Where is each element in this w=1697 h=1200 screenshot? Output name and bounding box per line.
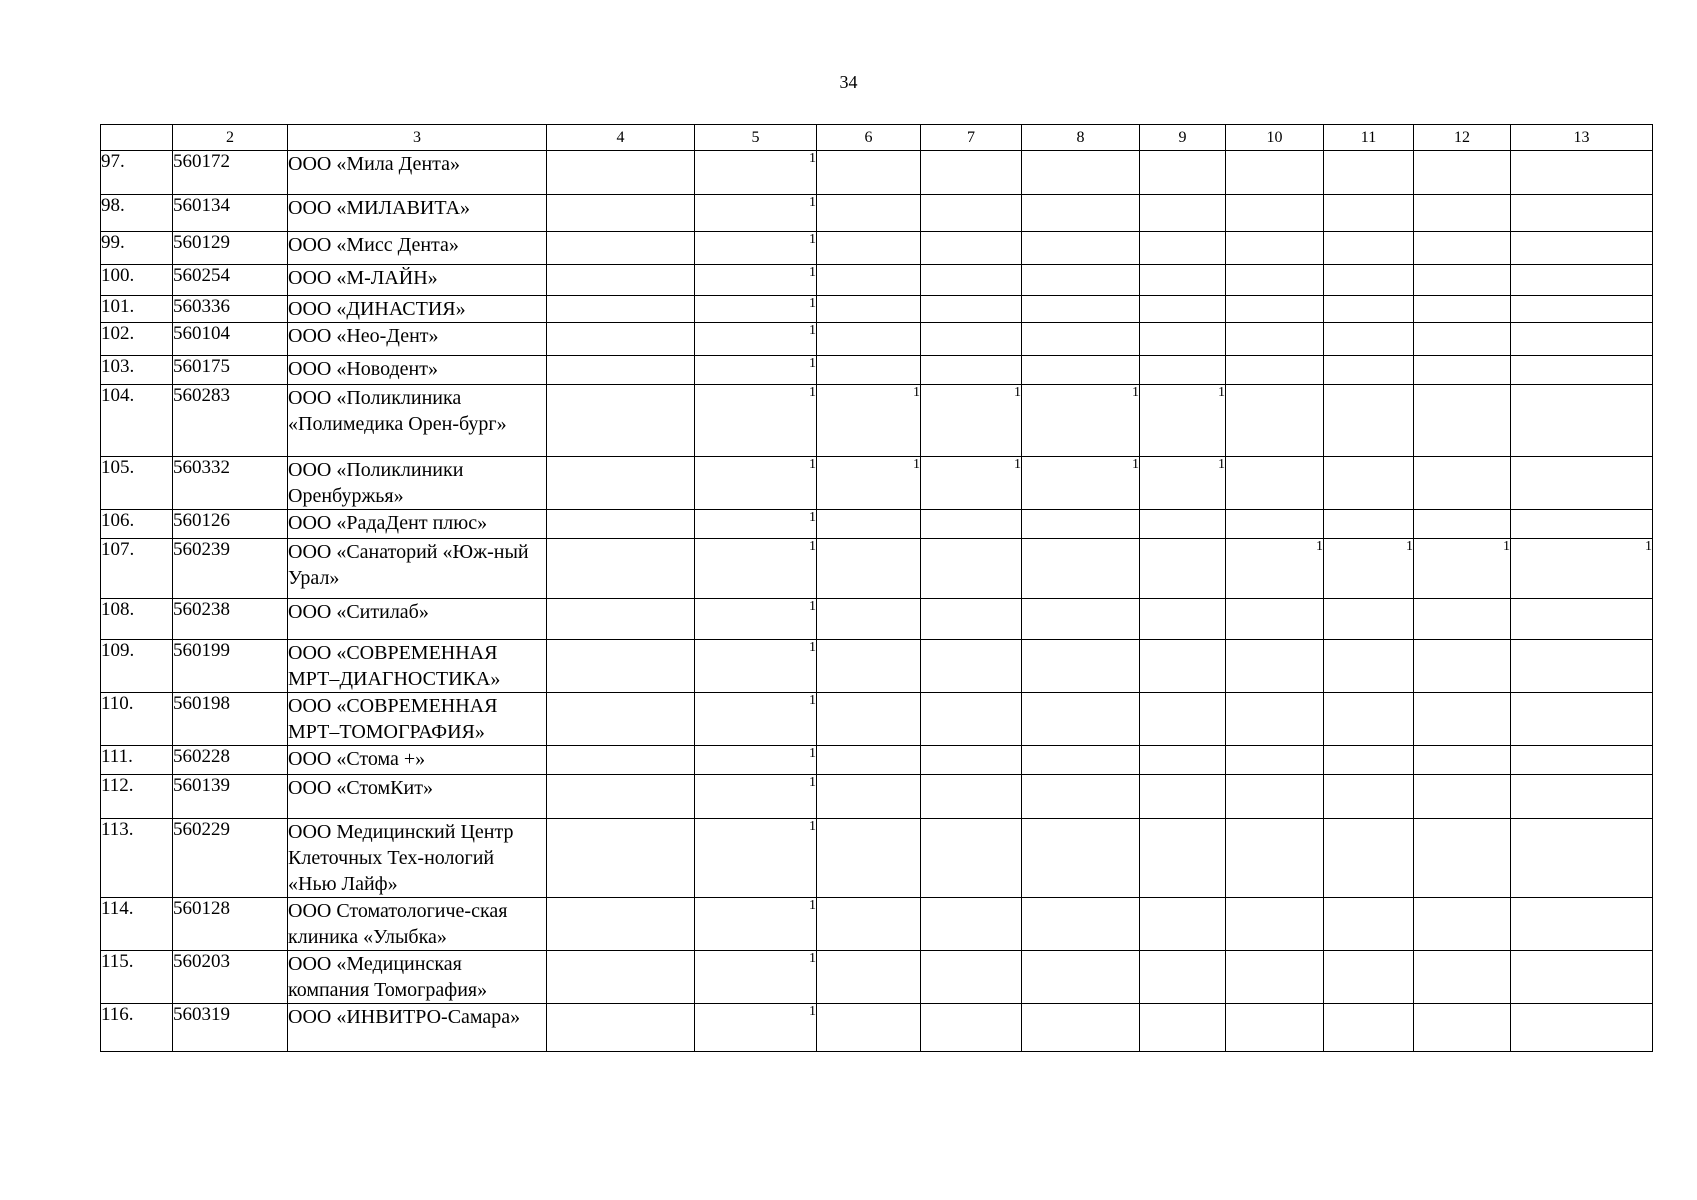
org-code: 560319 [173,1004,288,1052]
cell-c5: 1 [695,693,817,746]
cell-c13 [1511,296,1653,323]
org-code: 560283 [173,385,288,457]
cell-c11 [1324,1004,1414,1052]
cell-c10 [1226,819,1324,898]
cell-c9: 1 [1140,457,1226,510]
row-number: 112. [101,775,173,819]
table-row [101,599,1653,640]
table-row [101,457,1653,510]
org-code: 560336 [173,296,288,323]
cell-c6 [817,1004,921,1052]
cell-c4 [547,232,695,265]
row-number: 113. [101,819,173,898]
column-header-2: 2 [173,125,288,151]
cell-c9 [1140,951,1226,1004]
cell-c9 [1140,195,1226,232]
org-name: ООО «Стома +» [288,746,547,775]
cell-c13 [1511,819,1653,898]
cell-c8 [1022,746,1140,775]
cell-c11 [1324,898,1414,951]
org-name: ООО Стоматологиче-ская клиника «Улыбка» [288,898,547,951]
cell-c11 [1324,640,1414,693]
cell-c11 [1324,599,1414,640]
cell-c7 [921,640,1022,693]
org-code: 560175 [173,356,288,385]
cell-c8 [1022,819,1140,898]
table-row [101,296,1653,323]
org-name: ООО «ДИНАСТИЯ» [288,296,547,323]
cell-c5: 1 [695,539,817,599]
cell-c12 [1414,693,1511,746]
cell-c5: 1 [695,640,817,693]
cell-c5: 1 [695,510,817,539]
cell-c13 [1511,195,1653,232]
column-header-5: 5 [695,125,817,151]
cell-c6 [817,510,921,539]
org-code: 560332 [173,457,288,510]
org-code: 560172 [173,151,288,195]
cell-c8 [1022,296,1140,323]
cell-c6 [817,898,921,951]
column-header-3: 3 [288,125,547,151]
cell-c5: 1 [695,898,817,951]
cell-c7: 1 [921,457,1022,510]
cell-c10: 1 [1226,539,1324,599]
cell-c7 [921,151,1022,195]
org-code: 560254 [173,265,288,296]
cell-c10 [1226,356,1324,385]
cell-c4 [547,323,695,356]
row-number: 103. [101,356,173,385]
cell-c13 [1511,599,1653,640]
column-number-row [101,125,1653,151]
table-row [101,693,1653,746]
org-code: 560128 [173,898,288,951]
cell-c6: 1 [817,385,921,457]
cell-c5: 1 [695,151,817,195]
cell-c13 [1511,898,1653,951]
column-header-12: 12 [1414,125,1511,151]
cell-c4 [547,195,695,232]
cell-c12 [1414,232,1511,265]
cell-c11 [1324,356,1414,385]
cell-c10 [1226,1004,1324,1052]
cell-c9 [1140,693,1226,746]
cell-c4 [547,951,695,1004]
cell-c13 [1511,385,1653,457]
cell-c6 [817,323,921,356]
cell-c7 [921,356,1022,385]
row-number: 98. [101,195,173,232]
cell-c8 [1022,195,1140,232]
cell-c9 [1140,151,1226,195]
table-row [101,775,1653,819]
cell-c5: 1 [695,385,817,457]
org-code: 560199 [173,640,288,693]
cell-c10 [1226,510,1324,539]
cell-c4 [547,898,695,951]
cell-c4 [547,151,695,195]
cell-c13 [1511,356,1653,385]
row-number: 105. [101,457,173,510]
register-table [100,124,1653,1052]
cell-c10 [1226,323,1324,356]
cell-c9 [1140,296,1226,323]
cell-c6 [817,296,921,323]
cell-c6 [817,693,921,746]
column-header-11: 11 [1324,125,1414,151]
table-row [101,195,1653,232]
cell-c11 [1324,151,1414,195]
cell-c11 [1324,510,1414,539]
cell-c4 [547,510,695,539]
org-name: ООО «ИНВИТРО-Самара» [288,1004,547,1052]
org-name: ООО «Санаторий «Юж-ный Урал» [288,539,547,599]
org-code: 560134 [173,195,288,232]
org-name: ООО «МИЛАВИТА» [288,195,547,232]
cell-c13 [1511,1004,1653,1052]
cell-c11: 1 [1324,539,1414,599]
cell-c11 [1324,457,1414,510]
cell-c13 [1511,265,1653,296]
cell-c7 [921,898,1022,951]
cell-c13 [1511,510,1653,539]
cell-c11 [1324,232,1414,265]
cell-c10 [1226,151,1324,195]
cell-c10 [1226,775,1324,819]
cell-c10 [1226,296,1324,323]
cell-c10 [1226,746,1324,775]
cell-c8 [1022,356,1140,385]
row-number: 111. [101,746,173,775]
cell-c12 [1414,746,1511,775]
cell-c12 [1414,323,1511,356]
row-number: 114. [101,898,173,951]
org-code: 560203 [173,951,288,1004]
cell-c5: 1 [695,746,817,775]
cell-c6 [817,640,921,693]
cell-c12 [1414,195,1511,232]
cell-c5: 1 [695,951,817,1004]
org-name: ООО «Медицинская компания Томография» [288,951,547,1004]
table-row [101,323,1653,356]
column-header-6: 6 [817,125,921,151]
cell-c13 [1511,457,1653,510]
table-row [101,385,1653,457]
cell-c5: 1 [695,1004,817,1052]
cell-c8: 1 [1022,457,1140,510]
cell-c7 [921,539,1022,599]
table-row [101,539,1653,599]
table-row [101,819,1653,898]
cell-c8 [1022,151,1140,195]
row-number: 109. [101,640,173,693]
cell-c7 [921,746,1022,775]
org-code: 560126 [173,510,288,539]
cell-c7 [921,510,1022,539]
cell-c8 [1022,510,1140,539]
cell-c8 [1022,898,1140,951]
cell-c5: 1 [695,457,817,510]
cell-c7 [921,775,1022,819]
page-number: 34 [839,72,858,92]
org-name: ООО «Мила Дента» [288,151,547,195]
row-number: 101. [101,296,173,323]
cell-c8 [1022,323,1140,356]
cell-c12 [1414,265,1511,296]
cell-c5: 1 [695,775,817,819]
cell-c6 [817,539,921,599]
cell-c10 [1226,232,1324,265]
cell-c8 [1022,1004,1140,1052]
org-code: 560229 [173,819,288,898]
cell-c6 [817,819,921,898]
cell-c5: 1 [695,323,817,356]
cell-c7 [921,195,1022,232]
row-number: 106. [101,510,173,539]
cell-c10 [1226,693,1324,746]
cell-c4 [547,599,695,640]
cell-c11 [1324,296,1414,323]
row-number: 110. [101,693,173,746]
org-name: ООО «М-ЛАЙН» [288,265,547,296]
cell-c8 [1022,951,1140,1004]
cell-c4 [547,296,695,323]
cell-c4 [547,356,695,385]
cell-c12: 1 [1414,539,1511,599]
cell-c7 [921,1004,1022,1052]
cell-c10 [1226,640,1324,693]
cell-c9 [1140,898,1226,951]
table-row [101,232,1653,265]
org-name: ООО «СтомКит» [288,775,547,819]
cell-c6 [817,356,921,385]
cell-c8: 1 [1022,385,1140,457]
row-number: 100. [101,265,173,296]
cell-c13 [1511,693,1653,746]
org-code: 560139 [173,775,288,819]
row-number: 108. [101,599,173,640]
cell-c7 [921,265,1022,296]
cell-c10 [1226,599,1324,640]
cell-c13 [1511,151,1653,195]
org-code: 560198 [173,693,288,746]
cell-c13: 1 [1511,539,1653,599]
cell-c5: 1 [695,296,817,323]
cell-c11 [1324,195,1414,232]
cell-c12 [1414,151,1511,195]
cell-c9 [1140,265,1226,296]
cell-c12 [1414,640,1511,693]
table-row [101,151,1653,195]
cell-c6 [817,151,921,195]
org-name: ООО «СОВРЕМЕННАЯ МРТ–ТОМОГРАФИЯ» [288,693,547,746]
table-row [101,1004,1653,1052]
cell-c13 [1511,775,1653,819]
cell-c11 [1324,265,1414,296]
cell-c7 [921,819,1022,898]
cell-c8 [1022,640,1140,693]
cell-c6 [817,195,921,232]
cell-c13 [1511,951,1653,1004]
cell-c9 [1140,232,1226,265]
cell-c6 [817,265,921,296]
cell-c8 [1022,775,1140,819]
cell-c5: 1 [695,265,817,296]
cell-c10 [1226,457,1324,510]
cell-c9 [1140,510,1226,539]
cell-c13 [1511,746,1653,775]
cell-c9 [1140,819,1226,898]
row-number: 115. [101,951,173,1004]
org-name: ООО «Ситилаб» [288,599,547,640]
cell-c10 [1226,195,1324,232]
column-header-10: 10 [1226,125,1324,151]
cell-c12 [1414,819,1511,898]
cell-c13 [1511,232,1653,265]
row-number: 116. [101,1004,173,1052]
cell-c11 [1324,385,1414,457]
org-name: ООО «Нео-Дент» [288,323,547,356]
org-name: ООО «Поликлиники Оренбуржья» [288,457,547,510]
cell-c9 [1140,746,1226,775]
cell-c10 [1226,951,1324,1004]
cell-c5: 1 [695,356,817,385]
org-name: ООО «СОВРЕМЕННАЯ МРТ–ДИАГНОСТИКА» [288,640,547,693]
cell-c10 [1226,385,1324,457]
cell-c12 [1414,898,1511,951]
row-number: 107. [101,539,173,599]
cell-c6 [817,746,921,775]
row-number: 104. [101,385,173,457]
cell-c5: 1 [695,232,817,265]
row-number: 99. [101,232,173,265]
cell-c6: 1 [817,457,921,510]
cell-c4 [547,746,695,775]
cell-c9 [1140,775,1226,819]
cell-c7 [921,693,1022,746]
cell-c11 [1324,951,1414,1004]
table-row [101,510,1653,539]
org-code: 560104 [173,323,288,356]
table-row [101,265,1653,296]
column-header-1 [101,125,173,151]
cell-c12 [1414,296,1511,323]
org-code: 560228 [173,746,288,775]
cell-c4 [547,385,695,457]
table-row [101,951,1653,1004]
table-row [101,898,1653,951]
cell-c7 [921,296,1022,323]
cell-c4 [547,819,695,898]
cell-c7 [921,599,1022,640]
cell-c6 [817,775,921,819]
cell-c9 [1140,539,1226,599]
cell-c9 [1140,640,1226,693]
cell-c11 [1324,693,1414,746]
cell-c10 [1226,898,1324,951]
org-code: 560239 [173,539,288,599]
cell-c8 [1022,539,1140,599]
org-code: 560238 [173,599,288,640]
org-code: 560129 [173,232,288,265]
cell-c8 [1022,599,1140,640]
cell-c12 [1414,356,1511,385]
cell-c12 [1414,510,1511,539]
org-name: ООО «РадаДент плюс» [288,510,547,539]
cell-c4 [547,775,695,819]
column-header-7: 7 [921,125,1022,151]
cell-c8 [1022,232,1140,265]
cell-c12 [1414,1004,1511,1052]
row-number: 102. [101,323,173,356]
cell-c4 [547,265,695,296]
row-number: 97. [101,151,173,195]
org-name: ООО «Поликлиника «Полимедика Орен-бург» [288,385,547,457]
cell-c11 [1324,775,1414,819]
cell-c10 [1226,265,1324,296]
cell-c8 [1022,265,1140,296]
cell-c6 [817,599,921,640]
column-header-4: 4 [547,125,695,151]
cell-c13 [1511,323,1653,356]
cell-c6 [817,232,921,265]
cell-c9 [1140,323,1226,356]
column-header-9: 9 [1140,125,1226,151]
cell-c4 [547,457,695,510]
cell-c8 [1022,693,1140,746]
column-header-13: 13 [1511,125,1653,151]
cell-c7 [921,323,1022,356]
table-row [101,746,1653,775]
cell-c5: 1 [695,599,817,640]
cell-c11 [1324,746,1414,775]
cell-c5: 1 [695,819,817,898]
column-header-8: 8 [1022,125,1140,151]
cell-c7 [921,232,1022,265]
cell-c9 [1140,599,1226,640]
cell-c11 [1324,819,1414,898]
table-row [101,640,1653,693]
org-name: ООО Медицинский Центр Клеточных Тех-нологий «Нью Лайф» [288,819,547,898]
cell-c7 [921,951,1022,1004]
cell-c12 [1414,951,1511,1004]
table-row [101,356,1653,385]
cell-c11 [1324,323,1414,356]
cell-c4 [547,1004,695,1052]
cell-c4 [547,640,695,693]
cell-c4 [547,693,695,746]
cell-c12 [1414,457,1511,510]
cell-c12 [1414,599,1511,640]
table-body [101,125,1653,1052]
cell-c12 [1414,775,1511,819]
org-name: ООО «Новодент» [288,356,547,385]
cell-c6 [817,951,921,1004]
cell-c9 [1140,356,1226,385]
cell-c13 [1511,640,1653,693]
cell-c12 [1414,385,1511,457]
cell-c7: 1 [921,385,1022,457]
cell-c9 [1140,1004,1226,1052]
org-name: ООО «Мисс Дента» [288,232,547,265]
cell-c5: 1 [695,195,817,232]
cell-c9: 1 [1140,385,1226,457]
cell-c4 [547,539,695,599]
